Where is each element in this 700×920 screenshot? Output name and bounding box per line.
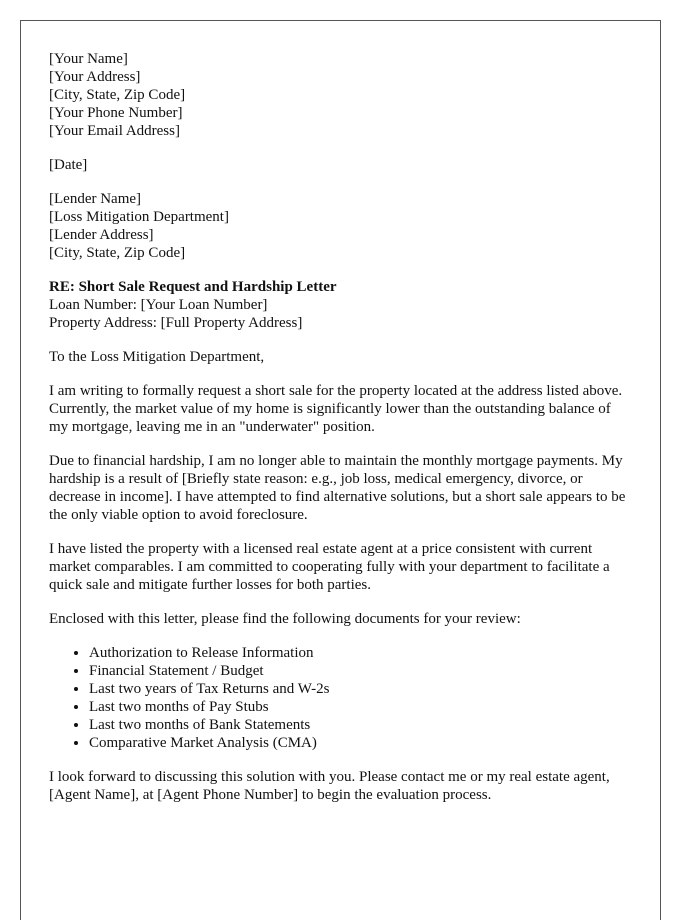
enclosed-documents-list bbox=[49, 644, 632, 752]
letter-date: [Date] bbox=[49, 157, 88, 173]
loan-number: Loan Number: [Your Loan Number] bbox=[49, 297, 268, 313]
list-item: • Authorization to Release Information bbox=[89, 644, 632, 662]
sender-name: [Your Name] bbox=[49, 51, 128, 67]
lender-city-state-zip: [City, State, Zip Code] bbox=[49, 245, 186, 261]
body-paragraph-3: I have listed the property with a licensed real estate agent at a price consistent with current market comparables. I am committed to cooperating fully with your department to facilitate a quick sale and mitigate further losses for both parties. bbox=[49, 541, 610, 593]
subject-block bbox=[49, 278, 632, 332]
list-item: • Last two months of Pay Stubs bbox=[89, 698, 632, 716]
list-item: • Last two months of Bank Statements bbox=[89, 716, 632, 734]
sender-email: [Your Email Address] bbox=[49, 123, 180, 139]
letter-page bbox=[20, 20, 661, 920]
recipient-block bbox=[49, 190, 632, 262]
body-paragraph-1: I am writing to formally request a short sale for the property located at the address listed above. Currently, the market value of my home is significantly lower than the outstanding balance of my mortgage, leaving me in an "underwater" position. bbox=[49, 383, 623, 435]
list-item: • Last two years of Tax Returns and W-2s bbox=[89, 680, 632, 698]
property-address: Property Address: [Full Property Address] bbox=[49, 315, 303, 331]
list-item: • Comparative Market Analysis (CMA) bbox=[89, 734, 632, 752]
sender-phone: [Your Phone Number] bbox=[49, 105, 183, 121]
body-paragraph-2: Due to financial hardship, I am no longer able to maintain the monthly mortgage payments. My hardship is a result of [Briefly state reason: e.g., job loss, medical emergency, divorce, or decrease in income]. I have attempted to find alternative solutions, but a short sale appears to be the only viable option to avoid foreclosure. bbox=[49, 453, 626, 523]
list-item: • Financial Statement / Budget bbox=[89, 662, 632, 680]
sender-block bbox=[49, 50, 632, 140]
lender-department: [Loss Mitigation Department] bbox=[49, 209, 229, 225]
sender-address: [Your Address] bbox=[49, 69, 141, 85]
closing-paragraph: I look forward to discussing this solution with you. Please contact me or my real estate agent, [Agent Name], at [Agent Phone Number] to begin the evaluation process. bbox=[49, 769, 610, 803]
sender-city-state-zip: [City, State, Zip Code] bbox=[49, 87, 186, 103]
lender-address: [Lender Address] bbox=[49, 227, 154, 243]
salutation: To the Loss Mitigation Department, bbox=[49, 349, 265, 365]
date-block bbox=[49, 156, 632, 174]
enclosures-intro: Enclosed with this letter, please find the following documents for your review: bbox=[49, 611, 521, 627]
lender-name: [Lender Name] bbox=[49, 191, 142, 207]
subject-title: RE: Short Sale Request and Hardship Letter bbox=[49, 279, 337, 295]
